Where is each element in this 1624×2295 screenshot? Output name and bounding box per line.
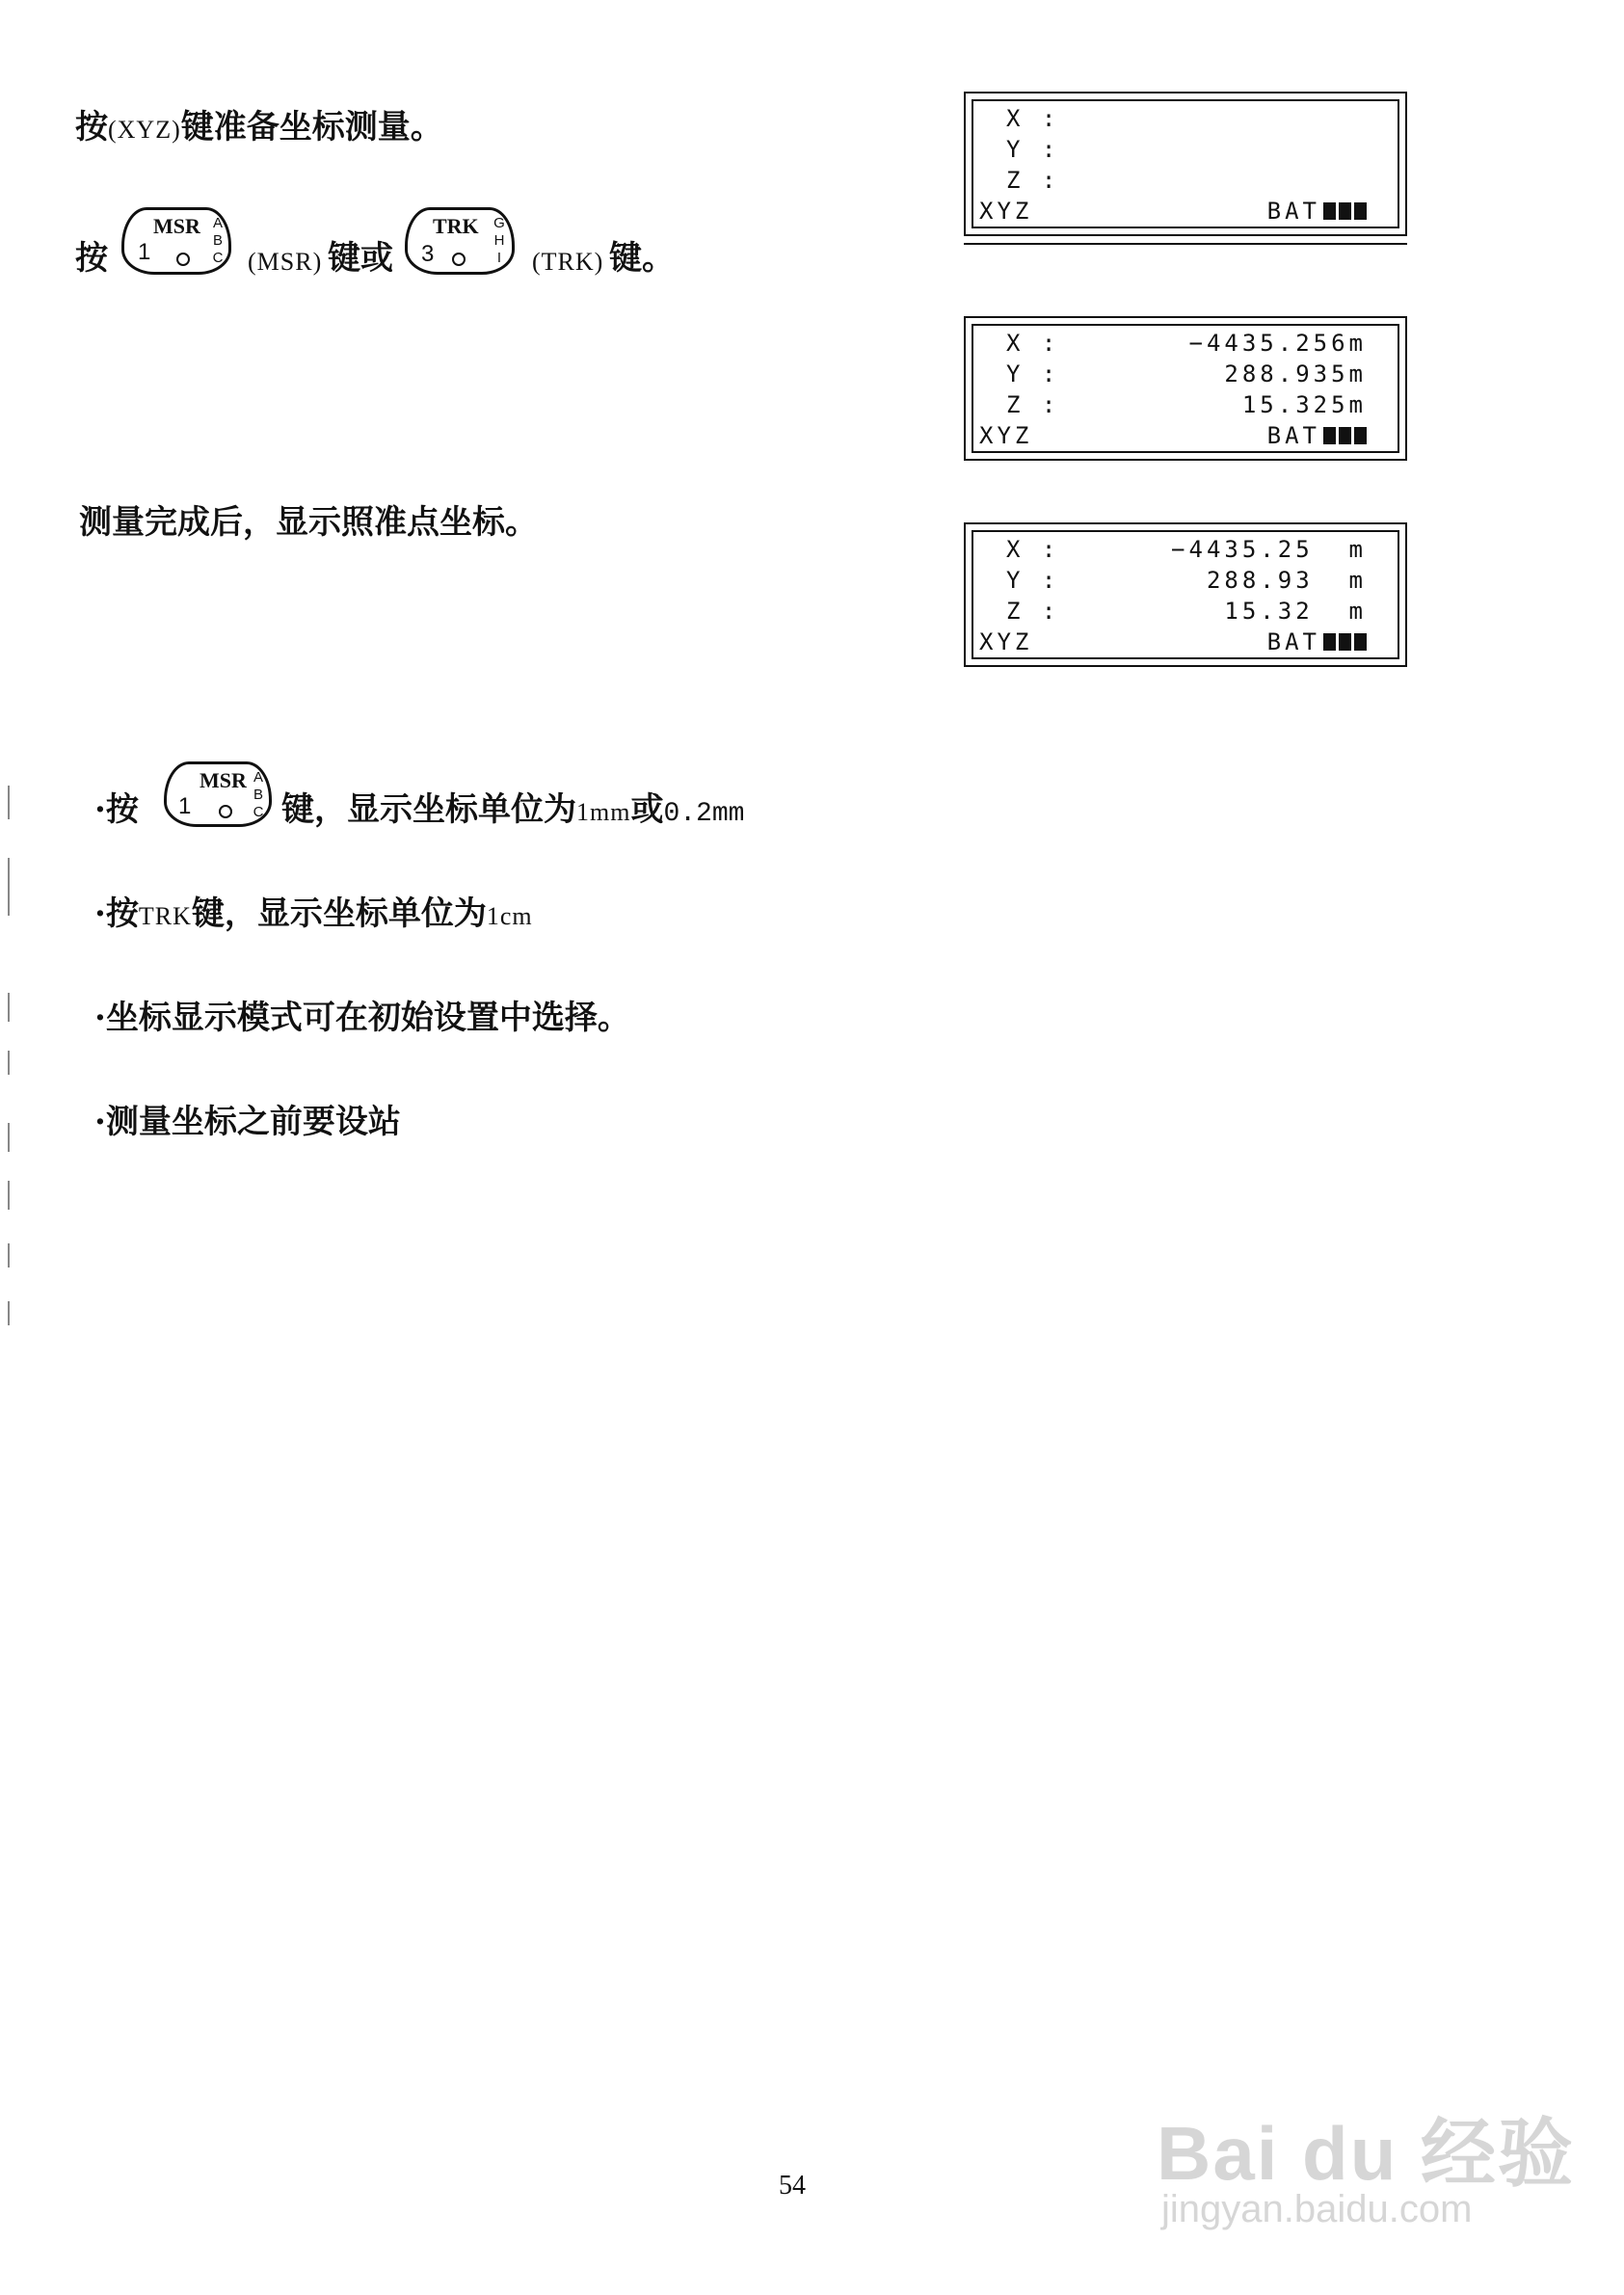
msr-key-letter-c: C [212,250,224,266]
battery-indicator: BAT [1267,422,1367,449]
msr-key-num: 1 [178,793,192,819]
battery-block-icon [1323,202,1336,220]
note3: ·坐标显示模式可在初始设置中选择。 [94,999,630,1037]
scan-mark [8,993,10,1022]
trk-key-letter-i: I [496,250,502,266]
msr-key-letter-a: A [212,215,223,231]
lcd-mode: XYZ [979,198,1033,225]
battery-block-icon [1339,633,1351,651]
lcd-panel-mm [964,316,1407,461]
scan-mark [8,1301,10,1325]
lcd-row-x: X : [1006,105,1060,132]
battery-block-icon [1323,427,1336,444]
note4: ·测量坐标之前要设站 [94,1103,401,1141]
battery-block-icon [1323,633,1336,651]
trk-key-name: TRK [433,214,479,238]
scan-mark [8,858,10,916]
battery-block-icon [1354,202,1367,220]
note1-pre: ·按 [94,790,139,829]
msr-key-letter-c: C [253,804,264,820]
msr-key-letter-b: B [253,787,263,803]
trk-key-dot-icon [452,253,466,266]
trk-key-letter-h: H [493,232,505,249]
lcd-status-row [979,198,1367,228]
lcd-status-row [979,422,1367,453]
step2-post: 键。 [609,239,675,278]
lcd-mode: XYZ [979,422,1033,449]
lcd-row-x: X : −4435.256m [1006,330,1367,357]
scan-mark [8,1243,10,1268]
msr-key-small-icon [164,761,272,827]
step1-pre: 按 [75,108,108,147]
lcd-divider [964,243,1407,245]
step2-pre: 按 [75,239,108,278]
note2: ·按TRK键，显示坐标单位为1cm [94,894,533,933]
xyz-key-label: (XYZ) [108,116,181,144]
trk-key-num: 3 [421,241,435,267]
baidu-watermark-logo: Bai du 经验 [1157,2111,1576,2196]
battery-block-icon [1339,202,1351,220]
lcd-row-z: Z : 15.325m [1006,391,1367,418]
msr-key-dot-icon [219,805,232,818]
battery-block-icon [1354,427,1367,444]
battery-block-icon [1339,427,1351,444]
msr-label: (MSR) [248,248,323,276]
lcd-status-row [979,628,1367,659]
lcd-row-z: Z : 15.32 m [1006,598,1367,625]
scan-mark [8,1181,10,1210]
trk-label: (TRK) [532,248,604,276]
step1-post: 键准备坐标测量。 [180,108,443,147]
battery-indicator: BAT [1267,198,1367,225]
msr-key-num: 1 [138,239,151,265]
lcd-panel-empty [964,92,1407,236]
step3-text: 测量完成后，显示照准点坐标。 [79,503,538,542]
msr-key-name: MSR [153,214,200,238]
scan-mark [8,1123,10,1152]
msr-key-letter-a: A [253,769,263,786]
lcd-row-z: Z : [1006,167,1060,194]
baidu-watermark-url: jingyan.baidu.com [1161,2188,1473,2230]
page-number: 54 [779,2171,806,2201]
lcd-mode: XYZ [979,628,1033,655]
battery-block-icon [1354,633,1367,651]
lcd-panel-cm [964,522,1407,667]
msr-key-letter-b: B [212,232,223,249]
scan-mark [8,786,10,819]
trk-key-letter-g: G [493,215,505,231]
step2-mid: 键或 [328,239,393,278]
msr-key-name: MSR [200,768,247,792]
lcd-row-y: Y : [1006,136,1060,163]
msr-key-dot-icon [176,253,190,266]
trk-key-icon [405,207,515,275]
msr-key-icon [121,207,231,275]
scan-mark [8,1051,10,1075]
lcd-row-x: X : −4435.25 m [1006,536,1367,563]
step1-line [75,108,443,147]
battery-indicator: BAT [1267,628,1367,655]
note1-body: 键，显示坐标单位为1mm或0.2mm [281,790,745,829]
lcd-row-y: Y : 288.93 m [1006,567,1367,594]
lcd-row-y: Y : 288.935m [1006,360,1367,387]
